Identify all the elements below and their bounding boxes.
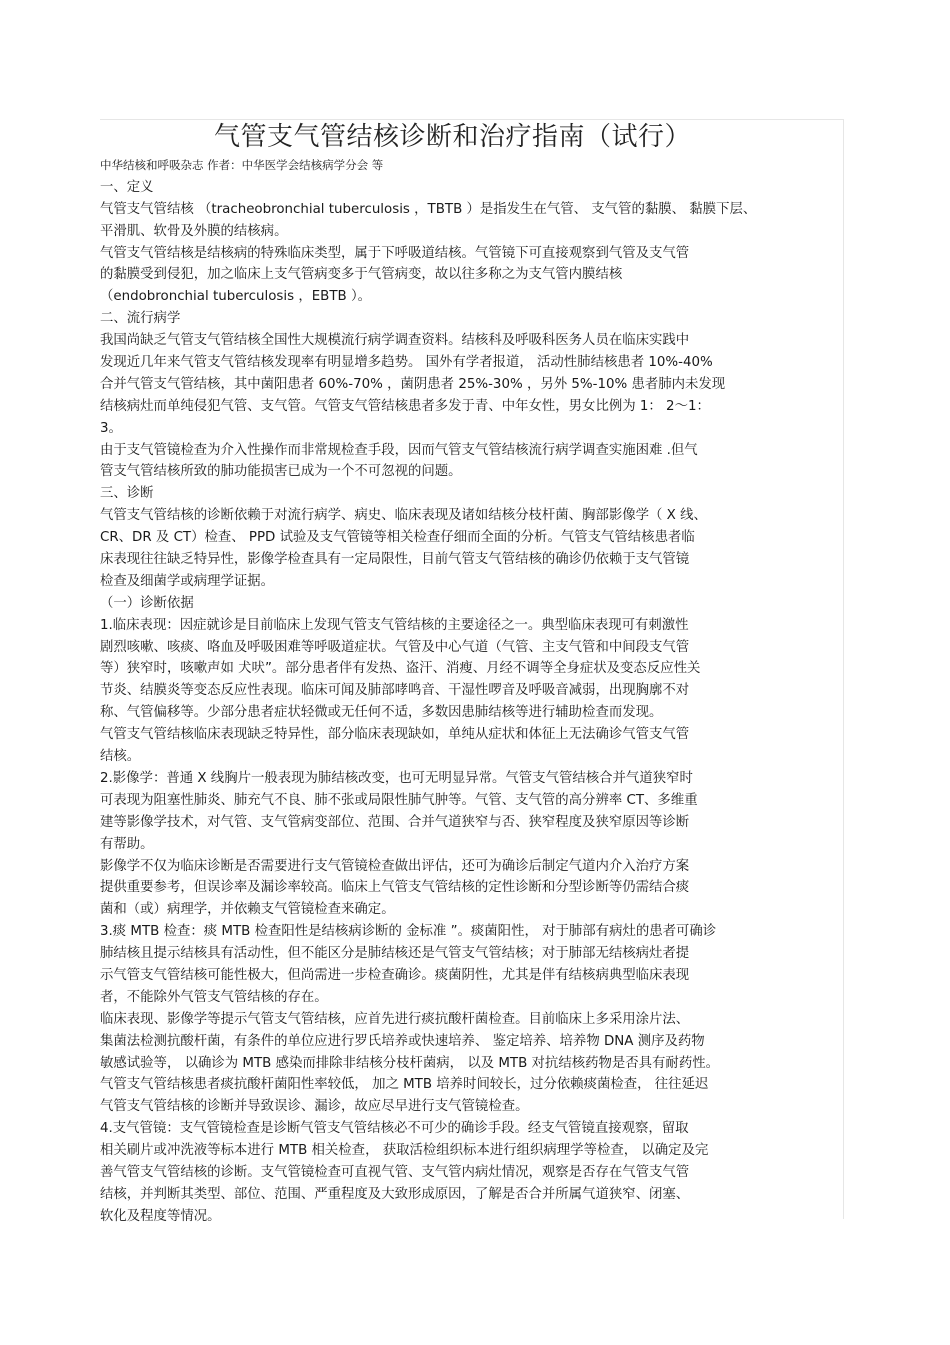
text-line: 4.支气管镜：支气管镜检查是诊断气管支气管结核必不可少的确诊手段。经支气管镜直接观察，留取 <box>100 1121 689 1137</box>
text-line: （endobronchial tuberculosis ，EBTB ）。 <box>100 289 372 305</box>
text-line: 敏感试验等， 以确诊为 MTB 感染而排除非结核分枝杆菌病， 以及 MTB 对抗结核药物是否具有耐药性。 <box>100 1055 719 1071</box>
text-line: 建等影像学技术，对气管、支气管病变部位、范围、合并气道狭窄与否、狭窄程度及狭窄原因等诊断 <box>100 814 690 830</box>
document-title: 气管支气管结核诊断和治疗指南（试行） <box>214 122 692 152</box>
text-line: 管支气管结核所致的肺功能损害已成为一个不可忽视的问题。 <box>100 464 462 480</box>
text-line: 可表现为阻塞性肺炎、肺充气不良、肺不张或局限性肺气肿等。气管、支气管的高分辨率 CT、多维重 <box>100 792 698 808</box>
text-line: 床表现往往缺乏特异性，影像学检查具有一定局限性，目前气管支气管结核的确诊仍依赖于支气管镜 <box>100 552 690 568</box>
text-line: 示气管支气管结核可能性极大，但尚需进一步检查确诊。痰菌阴性，尤其是伴有结核病典型临床表现 <box>100 967 690 983</box>
text-line: 3.痰 MTB 检查：痰 MTB 检查阳性是结核病诊断的 金标准 ”。痰菌阳性， 对于肺部有病灶的患者可确诊 <box>100 924 717 940</box>
text-line: 临床表现、影像学等提示气管支气管结核，应首先进行痰抗酸杆菌检查。目前临床上多采用涂片法、 <box>100 1011 690 1027</box>
text-line: 等）狭窄时，咳嗽声如 犬吠”。部分患者伴有发热、盗汗、消瘦、月经不调等全身症状及变态反应性关 <box>100 661 701 677</box>
text-line: 2.影像学：普通 X 线胸片一般表现为肺结核改变，也可无明显异常。气管支气管结核合并气道狭窄时 <box>100 770 693 786</box>
text-line: 者，不能除外气管支气管结核的存在。 <box>100 989 328 1005</box>
text-line: 气管支气管结核是结核病的特殊临床类型，属于下呼吸道结核。气管镜下可直接观察到气管及支气管 <box>100 245 690 261</box>
text-line: 集菌法检测抗酸杆菌，有条件的单位应进行罗氏培养或快速培养、 鉴定培养、培养物 DNA 测序及药物 <box>100 1033 705 1049</box>
text-line: 的黏膜受到侵犯，加之临床上支气管病变多于气管病变，故以往多称之为支气管内膜结核 <box>100 267 623 283</box>
text-line: CR、DR 及 CT）检查、 PPD 试验及支气管镜等相关检查仔细而全面的分析。气管支气管结核患者临 <box>100 530 695 546</box>
text-line: 提供重要参考，但误诊率及漏诊率较高。临床上气管支气管结核的定性诊断和分型诊断等仍需结合痰 <box>100 880 690 896</box>
text-line: 软化及程度等情况。 <box>100 1208 221 1224</box>
document-body <box>100 155 845 1228</box>
subsection-heading-basis: （一）诊断依据 <box>100 595 194 611</box>
section-heading-epidemiology: 二、流行病学 <box>100 311 181 327</box>
text-line: 气管支气管结核的诊断并导致误诊、漏诊，故应尽早进行支气管镜检查。 <box>100 1099 529 1115</box>
text-line: 1.临床表现：因症就诊是目前临床上发现气管支气管结核的主要途径之一。典型临床表现可有刺激性 <box>100 617 689 633</box>
text-line: 检查及细菌学或病理学证据。 <box>100 573 275 589</box>
text-line: 发现近几年来气管支气管结核发现率有明显增多趋势。 国外有学者报道， 活动性肺结核患者 10%-40% <box>100 355 713 371</box>
text-line: 相关刷片或冲洗液等标本进行 MTB 相关检查， 获取活检组织标本进行组织病理学等检查， 以确定及完 <box>100 1143 709 1159</box>
text-line: 肺结核且提示结核具有活动性，但不能区分是肺结核还是气管支气管结核；对于肺部无结核病灶者提 <box>100 946 690 962</box>
text-line: 结核。 <box>100 749 141 765</box>
text-line: 结核，并判断其类型、部位、范围、严重程度及大致形成原因，了解是否合并所属气道狭窄、闭塞、 <box>100 1186 690 1202</box>
text-line: 我国尚缺乏气管支气管结核全国性大规模流行病学调查资料。结核科及呼吸科医务人员在临床实践中 <box>100 333 690 349</box>
text-line: 有帮助。 <box>100 836 154 852</box>
text-line: 称、气管偏移等。少部分患者症状轻微或无任何不适，多数因患肺结核等进行辅助检查而发现。 <box>100 705 663 721</box>
document-meta: 中华结核和呼吸杂志 作者：中华医学会结核病学分会 等 <box>100 158 384 172</box>
section-heading-definition: 一、定义 <box>100 179 154 195</box>
text-line: 菌和（或）病理学，并依赖支气管镜检查来确定。 <box>100 902 395 918</box>
text-line: 平滑肌、软骨及外膜的结核病。 <box>100 223 288 239</box>
text-line: 合并气管支气管结核，其中菌阳患者 60%-70% ，菌阴患者 25%-30% ，另外 5%-10% 患者肺内未发现 <box>100 376 726 392</box>
text-line: 善气管支气管结核的诊断。支气管镜检查可直视气管、支气管内病灶情况，观察是否存在气管支气管 <box>100 1164 690 1180</box>
text-line: 气管支气管结核的诊断依赖于对流行病学、病史、临床表现及诸如结核分枝杆菌、胸部影像学（ X 线、 <box>100 508 707 524</box>
text-line: 由于支气管镜检查为介入性操作而非常规检查手段，因而气管支气管结核流行病学调查实施困难 .但气 <box>100 442 698 458</box>
text-line: 气管支气管结核临床表现缺乏特异性，部分临床表现缺如，单纯从症状和体征上无法确诊气管支气管 <box>100 727 690 743</box>
text-line: 气管支气管结核 （tracheobronchial tuberculosis ，TBTB ）是指发生在气管、 支气管的黏膜、 黏膜下层、 <box>100 201 757 217</box>
text-line: 3。 <box>100 420 122 436</box>
text-line: 结核病灶而单纯侵犯气管、支气管。气管支气管结核患者多发于青、中年女性，男女比例为 1： 2～1： <box>100 398 710 414</box>
text-line: 剧烈咳嗽、咳痰、咯血及呼吸困难等呼吸道症状。气管及中心气道（气管、主支气管和中间段支气管 <box>100 639 690 655</box>
text-line: 影像学不仅为临床诊断是否需要进行支气管镜检查做出评估，还可为确诊后制定气道内介入治疗方案 <box>100 858 690 874</box>
section-heading-diagnosis: 三、诊断 <box>100 486 154 502</box>
text-line: 节炎、结膜炎等变态反应性表现。临床可闻及肺部哮鸣音、干湿性啰音及呼吸音减弱，出现胸廓不对 <box>100 683 690 699</box>
text-line: 气管支气管结核患者痰抗酸杆菌阳性率较低， 加之 MTB 培养时间较长，过分依赖痰菌检查， 往往延迟 <box>100 1077 709 1093</box>
